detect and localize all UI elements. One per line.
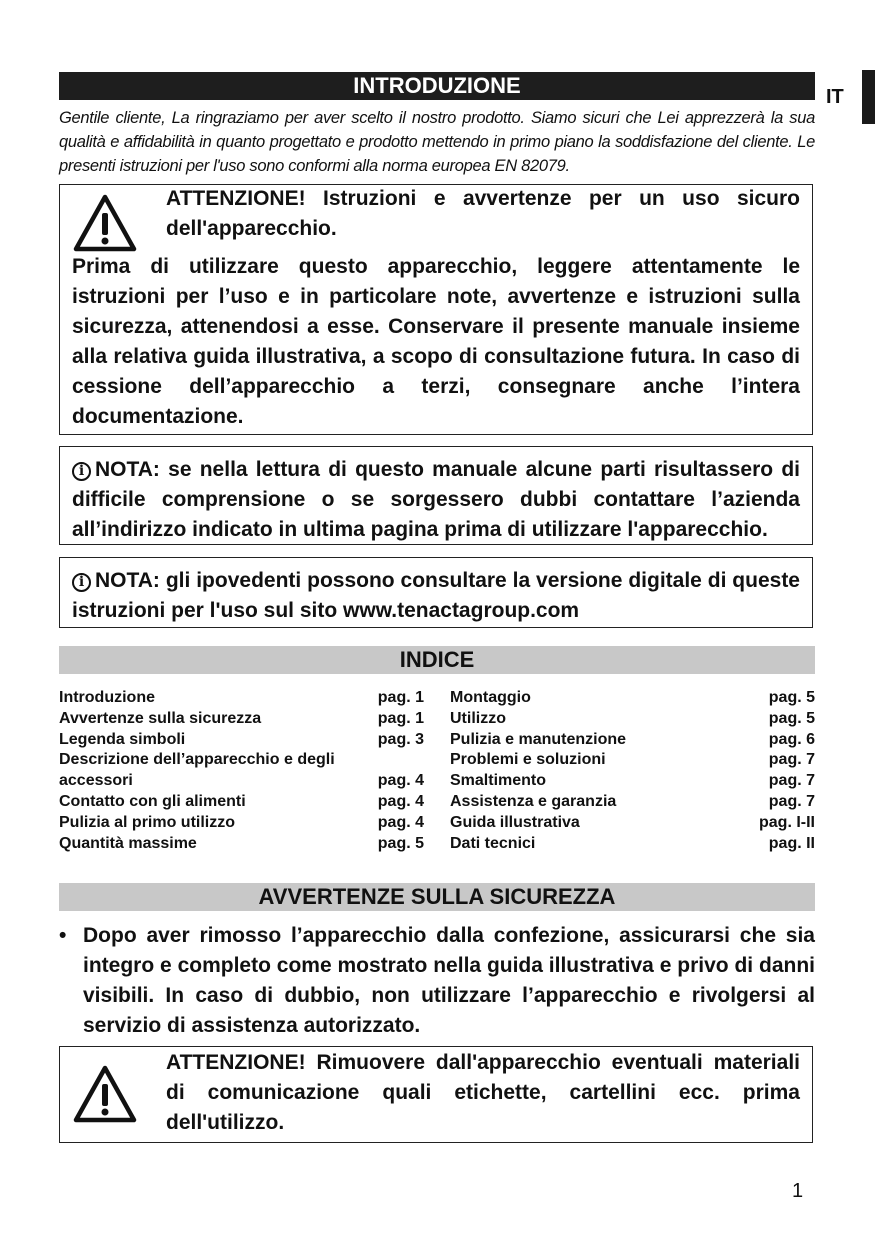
note-box-digital-version xyxy=(59,557,813,628)
index-entry-page: pag. 5 xyxy=(768,689,815,706)
index-entry-page: pag. 5 xyxy=(377,834,424,852)
index-entry[interactable] xyxy=(59,792,424,813)
index-entry-label: Smaltimento xyxy=(450,772,547,790)
index-entry-label: Introduzione xyxy=(59,689,155,706)
index-entry[interactable] xyxy=(59,709,424,730)
index-entry[interactable] xyxy=(450,834,815,855)
info-icon: i xyxy=(72,573,91,592)
index-entry-label: Contatto con gli alimenti xyxy=(59,792,246,810)
warning-triangle-icon xyxy=(72,1064,138,1124)
index-entry-label: Legenda simboli xyxy=(59,730,186,748)
index-entry-label: accessori xyxy=(59,772,133,790)
warning-box-usage xyxy=(59,184,813,435)
index-entry-page: pag. 7 xyxy=(768,792,815,810)
index-entry-label: Pulizia al primo utilizzo xyxy=(59,813,236,831)
index-entry-label: Utilizzo xyxy=(450,709,506,727)
index-entry-page: pag. 4 xyxy=(377,792,424,810)
index-entry-label: Dati tecnici xyxy=(450,834,536,852)
index-entry-page: pag. I-II xyxy=(759,813,815,831)
list-item-text: Dopo aver rimosso l’apparecchio dalla confezione, assicurarsi che sia integro e completo come mostrato nella guida illustrativa e privo di danni visibili. In caso di dubbio, non utilizzare l’apparecchio e rivolgersi al servizio di assistenza autorizzato. xyxy=(83,924,815,1037)
index-entry-page: pag. 4 xyxy=(377,813,424,831)
index-entry[interactable] xyxy=(450,792,815,813)
intro-heading: INTRODUZIONE xyxy=(59,72,815,100)
index-entry-label: Avvertenze sulla sicurezza xyxy=(59,709,262,727)
index-entry-page: pag. 5 xyxy=(768,709,815,727)
index-entry[interactable] xyxy=(450,730,815,751)
index-entry-label: Assistenza e garanzia xyxy=(450,792,617,810)
index-entry[interactable] xyxy=(450,688,815,709)
index-entry[interactable] xyxy=(450,813,815,834)
index-entry-label: Montaggio xyxy=(450,689,531,706)
index-entry[interactable] xyxy=(450,709,815,730)
safety-bullet-list xyxy=(59,921,815,1041)
note-text: NOTA: se nella lettura di questo manuale alcune parti risultassero di difficile comprensione o se sorgessero dubbi contattare l’azienda all’indirizzo indicato in ultima pagina prima di utilizzare l'apparecchio. xyxy=(72,458,800,541)
index-entry-label: Problemi e soluzioni xyxy=(450,751,606,769)
index-entry[interactable] xyxy=(450,771,815,792)
note-text: NOTA: gli ipovedenti possono consultare la versione digitale di queste istruzioni per l'uso sul sito www.tenactagroup.com xyxy=(72,569,800,622)
index-entry-label: Quantità massime xyxy=(59,834,197,852)
intro-text: Gentile cliente, La ringraziamo per aver scelto il nostro prodotto. Siamo sicuri che Lei apprezzerà la sua qualità e affidabilità in quanto progettato e prodotto mettendo in primo piano la soddisfazione del cliente. Le presenti istruzioni per l'uso sono conformi alla norma europea EN 82079. xyxy=(59,109,815,175)
list-item xyxy=(59,921,815,1041)
index-entry-page: pag. II xyxy=(768,834,815,852)
index-entry-page: pag. 6 xyxy=(768,730,815,748)
index-entry-page: pag. 4 xyxy=(377,772,424,790)
index-entry-page: pag. 1 xyxy=(377,709,424,727)
info-icon: i xyxy=(72,462,91,481)
warning-triangle-icon xyxy=(72,193,138,253)
index-entry-page: pag. 3 xyxy=(377,730,424,748)
language-label: IT xyxy=(826,86,844,108)
index-column-right xyxy=(450,688,815,854)
warning-text: ATTENZIONE! Rimuovere dall'apparecchio eventuali materiali di comunicazione quali etichette, cartellini ecc. prima dell'utilizzo. xyxy=(166,1051,800,1134)
index-entry[interactable] xyxy=(59,750,424,771)
warning-title: ATTENZIONE! Istruzioni e avvertenze per un uso sicuro dell'apparecchio. xyxy=(166,187,800,240)
index-entry-label: Guida illustrativa xyxy=(450,813,580,831)
index-entry[interactable] xyxy=(59,771,424,792)
safety-heading: AVVERTENZE SULLA SICUREZZA xyxy=(59,883,815,911)
index-entry[interactable] xyxy=(59,813,424,834)
index-entry-page: pag. 1 xyxy=(377,689,424,706)
warning-body: Prima di utilizzare questo apparecchio, leggere attentamente le istruzioni per l’uso e in particolare note, avvertenze e istruzioni sulla sicurezza, attenendosi a esse. Conservare il presente manuale insieme alla relativa guida illustrativa, a scopo di consultazione futura. In caso di cessione dell’apparecchio a terzi, consegnare anche l’intera documentazione. xyxy=(72,255,800,428)
index-entry-label: Pulizia e manutenzione xyxy=(450,730,627,748)
index-entry[interactable] xyxy=(59,688,424,709)
language-tab-marker xyxy=(862,70,875,124)
index-heading: INDICE xyxy=(59,646,815,674)
index-entry[interactable] xyxy=(59,730,424,751)
index-entry-label: Descrizione dell’apparecchio e degli xyxy=(59,751,335,769)
index-entry-page: pag. 7 xyxy=(768,751,815,769)
bullet-icon: • xyxy=(59,924,67,947)
index-entry-page: pag. 7 xyxy=(768,772,815,790)
index-column-left xyxy=(59,688,424,854)
note-box-contact xyxy=(59,446,813,545)
index-entry[interactable] xyxy=(450,750,815,771)
index-entry[interactable] xyxy=(59,834,424,855)
page-number: 1 xyxy=(792,1180,804,1202)
warning-box-remove-labels xyxy=(59,1046,813,1143)
